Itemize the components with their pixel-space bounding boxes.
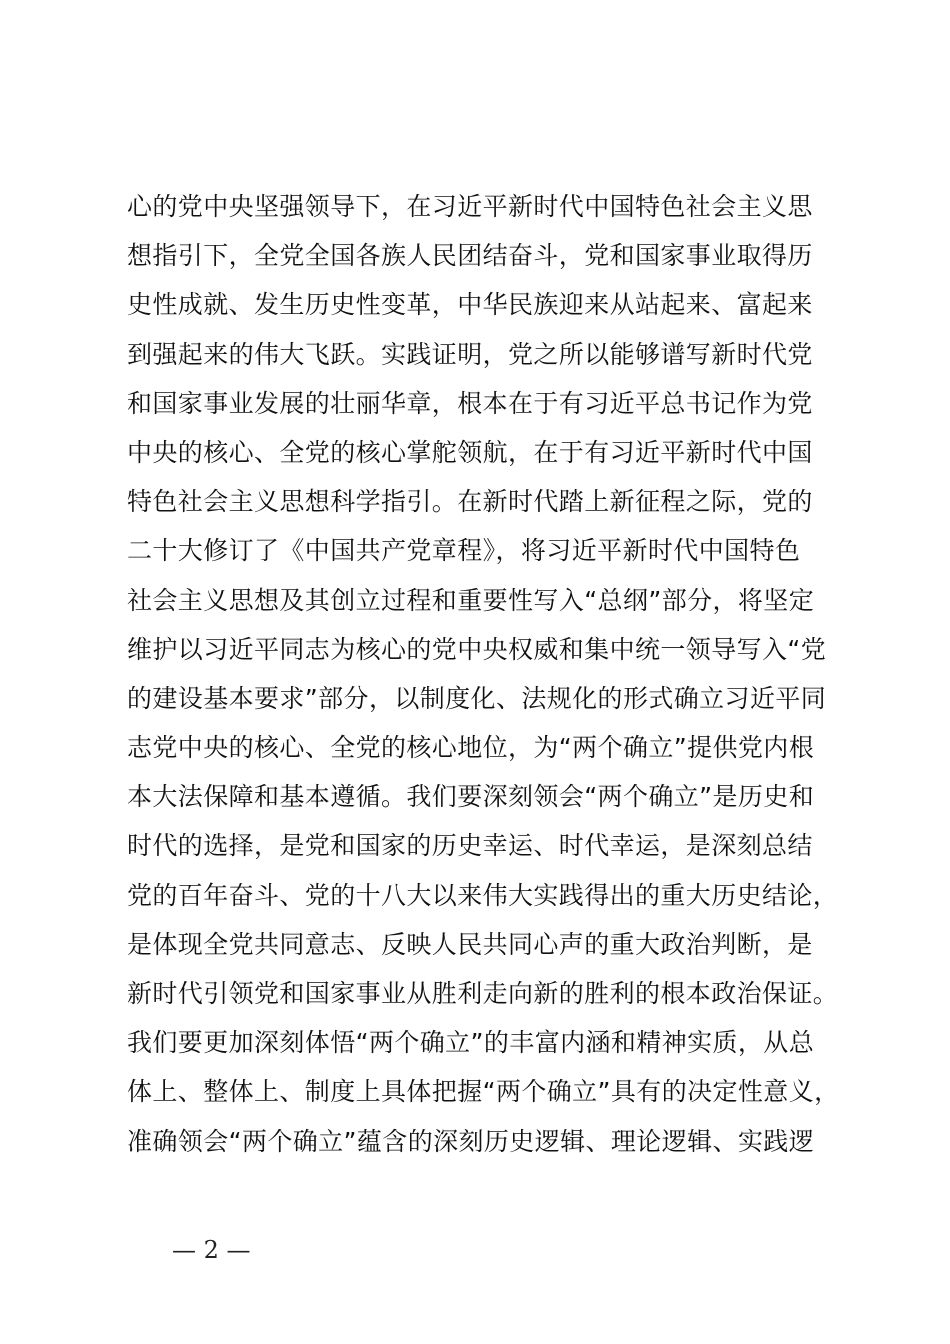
text-line: 准确领会“两个确立”蕴含的深刻历史逻辑、理论逻辑、实践逻: [127, 1126, 815, 1156]
text-line: 特色社会主义思想科学指引。在新时代踏上新征程之际，党的: [127, 487, 813, 517]
text-line: 本大法保障和基本遵循。我们要深刻领会“两个确立”是历史和: [127, 782, 815, 812]
text-line: 体上、整体上、制度上具体把握“两个确立”具有的决定性意义，: [127, 1077, 840, 1107]
page-number: — 2 —: [172, 1236, 251, 1264]
text-line: 党的百年奋斗、党的十八大以来伟大实践得出的重大历史结论，: [127, 880, 839, 910]
text-line: 新时代引领党和国家事业从胜利走向新的胜利的根本政治保证。: [127, 979, 839, 1008]
body-paragraph: [127, 182, 847, 1166]
text-line: 时代的选择，是党和国家的历史幸运、时代幸运，是深刻总结: [127, 831, 813, 861]
text-line: 中央的核心、全党的核心掌舵领航，在于有习近平新时代中国: [127, 437, 813, 467]
text-line: 社会主义思想及其创立过程和重要性写入“总纲”部分，将坚定: [127, 585, 815, 615]
text-line: 心的党中央坚强领导下，在习近平新时代中国特色社会主义思: [127, 192, 813, 221]
text-line: 志党中央的核心、全党的核心地位，为“两个确立”提供党内根: [127, 733, 815, 763]
text-line: 到强起来的伟大飞跃。实践证明，党之所以能够谱写新时代党: [127, 339, 813, 369]
text-line: 我们要更加深刻体悟“两个确立”的丰富内涵和精神实质，从总: [127, 1028, 815, 1058]
text-line: 是体现全党共同意志、反映人民共同心声的重大政治判断，是: [127, 929, 813, 959]
text-line: 维护以习近平同志为核心的党中央权威和集中统一领导写入“党: [127, 634, 827, 664]
text-line: 和国家事业发展的壮丽华章，根本在于有习近平总书记作为党: [127, 388, 813, 418]
text-line: 想指引下，全党全国各族人民团结奋斗，党和国家事业取得历: [127, 241, 813, 271]
text-line: 的建设基本要求”部分，以制度化、法规化的形式确立习近平同: [127, 683, 827, 713]
text-line: 史性成就、发生历史性变革，中华民族迎来从站起来、富起来: [127, 290, 813, 320]
text-line: 二十大修订了《中国共产党章程》，将习近平新时代中国特色: [127, 536, 801, 566]
